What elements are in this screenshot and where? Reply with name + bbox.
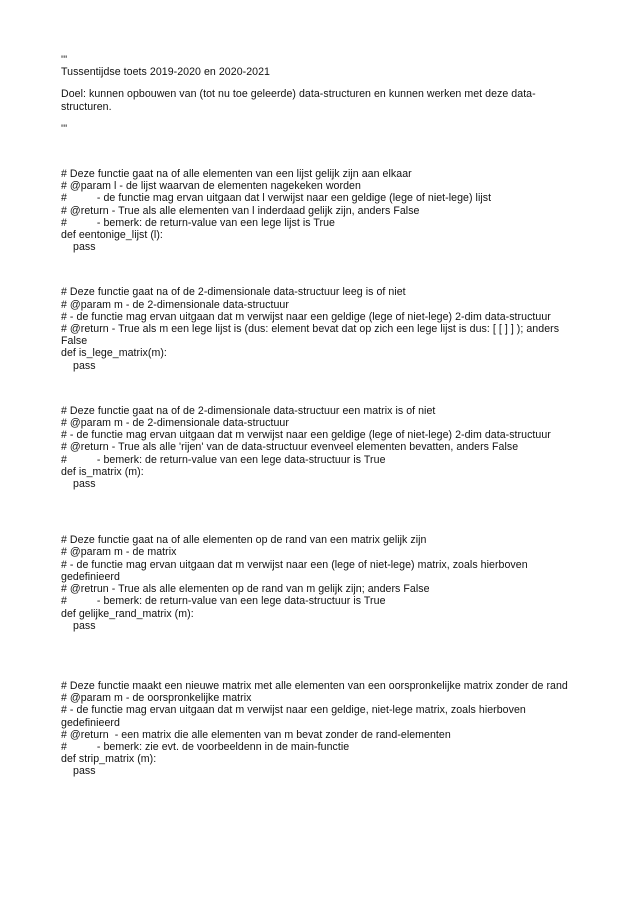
function-definition: def strip_matrix (m): bbox=[61, 753, 157, 766]
comment-line: # - bemerk: de return-value van een lege data-structuur is True bbox=[61, 595, 386, 608]
comment-line: # Deze functie gaat na of de 2-dimensionale data-structuur leeg is of niet bbox=[61, 286, 406, 299]
function-definition: def is_matrix (m): bbox=[61, 465, 144, 478]
function-definition: def is_lege_matrix(m): bbox=[61, 347, 167, 360]
comment-line: # @return - een matrix die alle elementen van m bevat zonder de rand-elementen bbox=[61, 728, 451, 741]
comment-line: # @param m - de 2-dimensionale data-structuur bbox=[61, 298, 289, 311]
comment-line: # @retrun - True als alle elementen op de rand van m gelijk zijn; anders False bbox=[61, 583, 430, 596]
function-body: pass bbox=[73, 241, 96, 254]
function-block-is-lege-matrix bbox=[61, 286, 581, 371]
comment-line: # @param m - de oorspronkelijke matrix bbox=[61, 692, 252, 705]
comment-line: # @param m - de matrix bbox=[61, 546, 177, 559]
comment-line: # - bemerk: zie evt. de voorbeeldenn in de main-functie bbox=[61, 740, 350, 753]
comment-line: # - bemerk: de return-value van een lege lijst is True bbox=[61, 216, 336, 229]
document-goal: Doel: kunnen opbouwen van (tot nu toe geleerde) data-structuren en kunnen werken met deze data-structuren. bbox=[61, 88, 536, 113]
comment-line: # Deze functie gaat na of de 2-dimensionale data-structuur een matrix is of niet bbox=[61, 404, 436, 417]
function-body: pass bbox=[73, 359, 96, 372]
document-title: Tussentijdse toets 2019-2020 en 2020-2021 bbox=[61, 66, 270, 79]
comment-line: # @return - True als alle 'rijen' van de data-structuur evenveel elementen bevatten, anders False bbox=[61, 441, 519, 454]
function-definition: def eentonige_lijst (l): bbox=[61, 229, 163, 242]
comment-line: # Deze functie gaat na of alle elementen op de rand van een matrix gelijk zijn bbox=[61, 534, 427, 547]
comment-line: # - de functie mag ervan uitgaan dat m verwijst naar een geldige (lege of niet-lege) 2-dim data-structuur bbox=[61, 429, 551, 442]
comment-line: # @return - True als m een lege lijst is (dus: element bevat dat op zich een lege lijst is dus: [ [ ] ] ); anders False bbox=[61, 323, 560, 348]
function-body: pass bbox=[73, 478, 96, 491]
function-body: pass bbox=[73, 765, 96, 778]
comment-line: # - de functie mag ervan uitgaan dat m verwijst naar een (lege of niet-lege) matrix, zoals hierboven gedefinieerd bbox=[61, 558, 528, 583]
comment-line: # @param l - de lijst waarvan de elementen nagekeken worden bbox=[61, 180, 361, 193]
comment-line: # Deze functie gaat na of alle elementen van een lijst gelijk zijn aan elkaar bbox=[61, 168, 412, 181]
comment-line: # - de functie mag ervan uitgaan dat m verwijst naar een geldige, niet-lege matrix, zoals hierboven gedefinieerd bbox=[61, 704, 526, 729]
comment-line: # - bemerk: de return-value van een lege data-structuur is True bbox=[61, 453, 386, 466]
comment-line: # - de functie mag ervan uitgaan dat m verwijst naar een geldige (lege of niet-lege) 2-dim data-structuur bbox=[61, 310, 551, 323]
docstring-close: ''' bbox=[61, 122, 68, 135]
function-block-eentonige-lijst bbox=[61, 168, 581, 253]
docstring-open: ''' bbox=[61, 54, 68, 66]
document-page bbox=[61, 54, 581, 778]
function-block-is-matrix bbox=[61, 405, 581, 490]
comment-line: # - de functie mag ervan uitgaan dat l verwijst naar een geldige (lege of niet-lege) lijst bbox=[61, 192, 492, 205]
function-definition: def gelijke_rand_matrix (m): bbox=[61, 607, 194, 620]
comment-line: # @param m - de 2-dimensionale data-structuur bbox=[61, 417, 289, 430]
function-block-gelijke-rand-matrix bbox=[61, 534, 581, 632]
function-block-strip-matrix bbox=[61, 680, 581, 778]
comment-line: # @return - True als alle elementen van l inderdaad gelijk zijn, anders False bbox=[61, 204, 420, 217]
function-body: pass bbox=[73, 619, 96, 632]
comment-line: # Deze functie maakt een nieuwe matrix met alle elementen van een oorspronkelijke matrix zonder de rand bbox=[61, 679, 568, 692]
